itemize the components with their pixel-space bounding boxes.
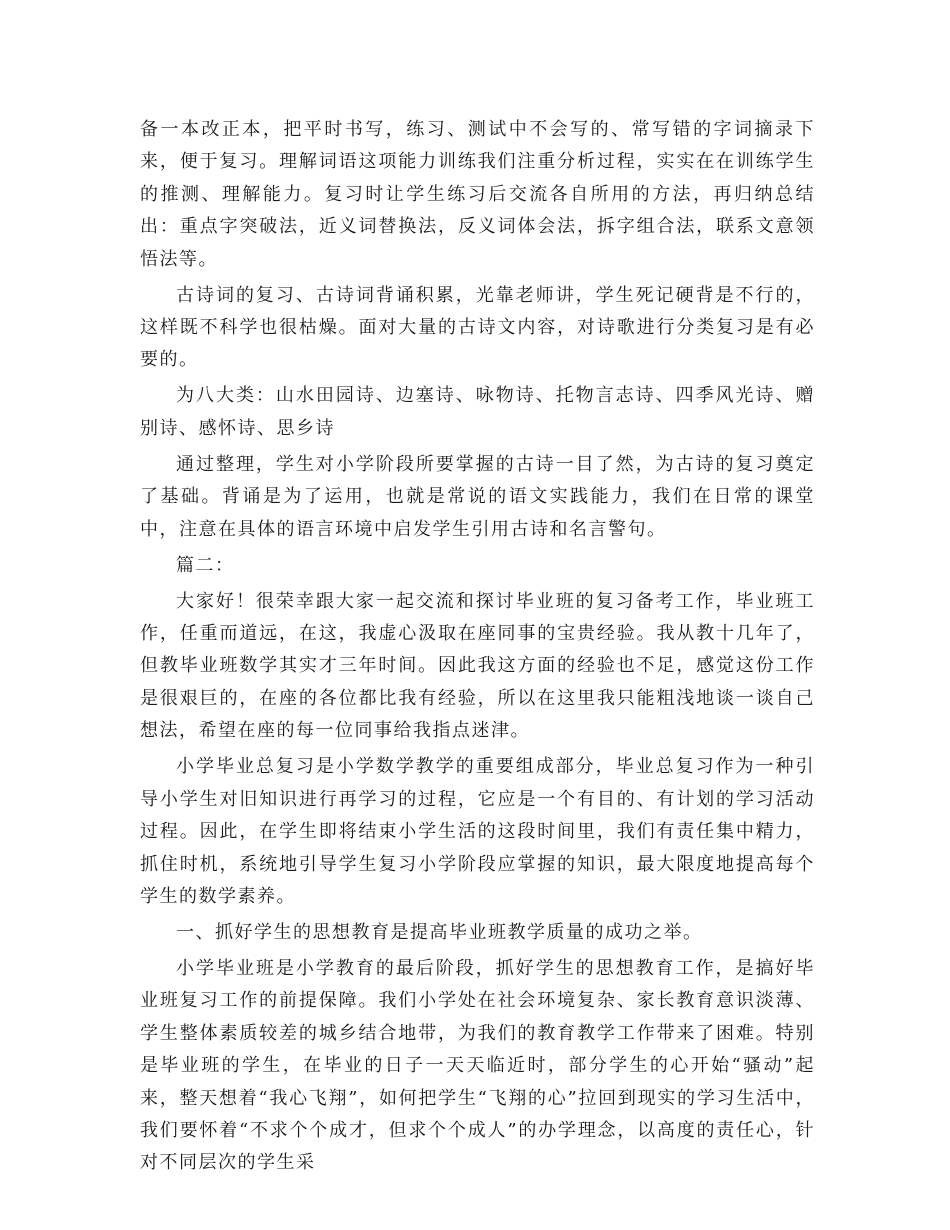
document-body xyxy=(140,114,815,1183)
paragraph-6: 小学毕业总复习是小学数学教学的重要组成部分，毕业总复习作为一种引导小学生对旧知识进行再学习的过程，它应是一个有目的、有计划的学习活动过程。因此，在学生即将结束小学生活的这段时间里，我们有责任集中精力，抓住时机，系统地引导学生复习小学阶段应掌握的知识，最大限度地提高每个学生的数学素养。 xyxy=(140,756,815,907)
paragraph-7: 小学毕业班是小学教育的最后阶段，抓好学生的思想教育工作，是搞好毕业班复习工作的前提保障。我们小学处在社会环境复杂、家长教育意识淡薄、学生整体素质较差的城乡结合地带，为我们的教育教学工作带来了困难。特别是毕业班的学生，在毕业的日子一天天临近时，部分学生的心开始“骚动”起来，整天想着“我心飞翔”，如何把学生“飞翔的心”拉回到现实的学习生活中，我们要怀着“不求个个成才，但求个个成人”的办学理念，以高度的责任心，针对不同层次的学生采 xyxy=(140,957,815,1174)
paragraph-5: 大家好！很荣幸跟大家一起交流和探讨毕业班的复习备考工作，毕业班工作，任重而道远，在这，我虚心汲取在座同事的宝贵经验。我从教十几年了，但教毕业班数学其实才三年时间。因此我这方面的经验也不足，感觉这份工作是很艰巨的，在座的各位都比我有经验，所以在这里我只能粗浅地谈一谈自己想法，希望在座的每一位同事给我指点迷津。 xyxy=(140,590,815,742)
paragraph-3: 为八大类：山水田园诗、边塞诗、咏物诗、托物言志诗、四季风光诗、赠别诗、感怀诗、思乡诗 xyxy=(140,385,815,439)
section-heading: 篇二： xyxy=(176,554,235,576)
paragraph-4: 通过整理，学生对小学阶段所要掌握的古诗一目了然，为古诗的复习奠定了基础。背诵是为了运用，也就是常说的语文实践能力，我们在日常的课堂中，注意在具体的语言环境中启发学生引用古诗和名言警句。 xyxy=(140,453,815,540)
paragraph-1: 备一本改正本，把平时书写，练习、测试中不会写的、常写错的字词摘录下来，便于复习。理解词语这项能力训练我们注重分析过程，实实在在训练学生的推测、理解能力。复习时让学生练习后交流各自所用的方法，再归纳总结出：重点字突破法，近义词替换法，反义词体会法，拆字组合法，联系文意领悟法等。 xyxy=(140,119,815,270)
paragraph-2: 古诗词的复习、古诗词背诵积累，光靠老师讲，学生死记硬背是不行的，这样既不科学也很枯燥。面对大量的古诗文内容，对诗歌进行分类复习是有必要的。 xyxy=(140,284,815,371)
subheading-1: 一、抓好学生的思想教育是提高毕业班教学质量的成功之举。 xyxy=(176,921,703,943)
